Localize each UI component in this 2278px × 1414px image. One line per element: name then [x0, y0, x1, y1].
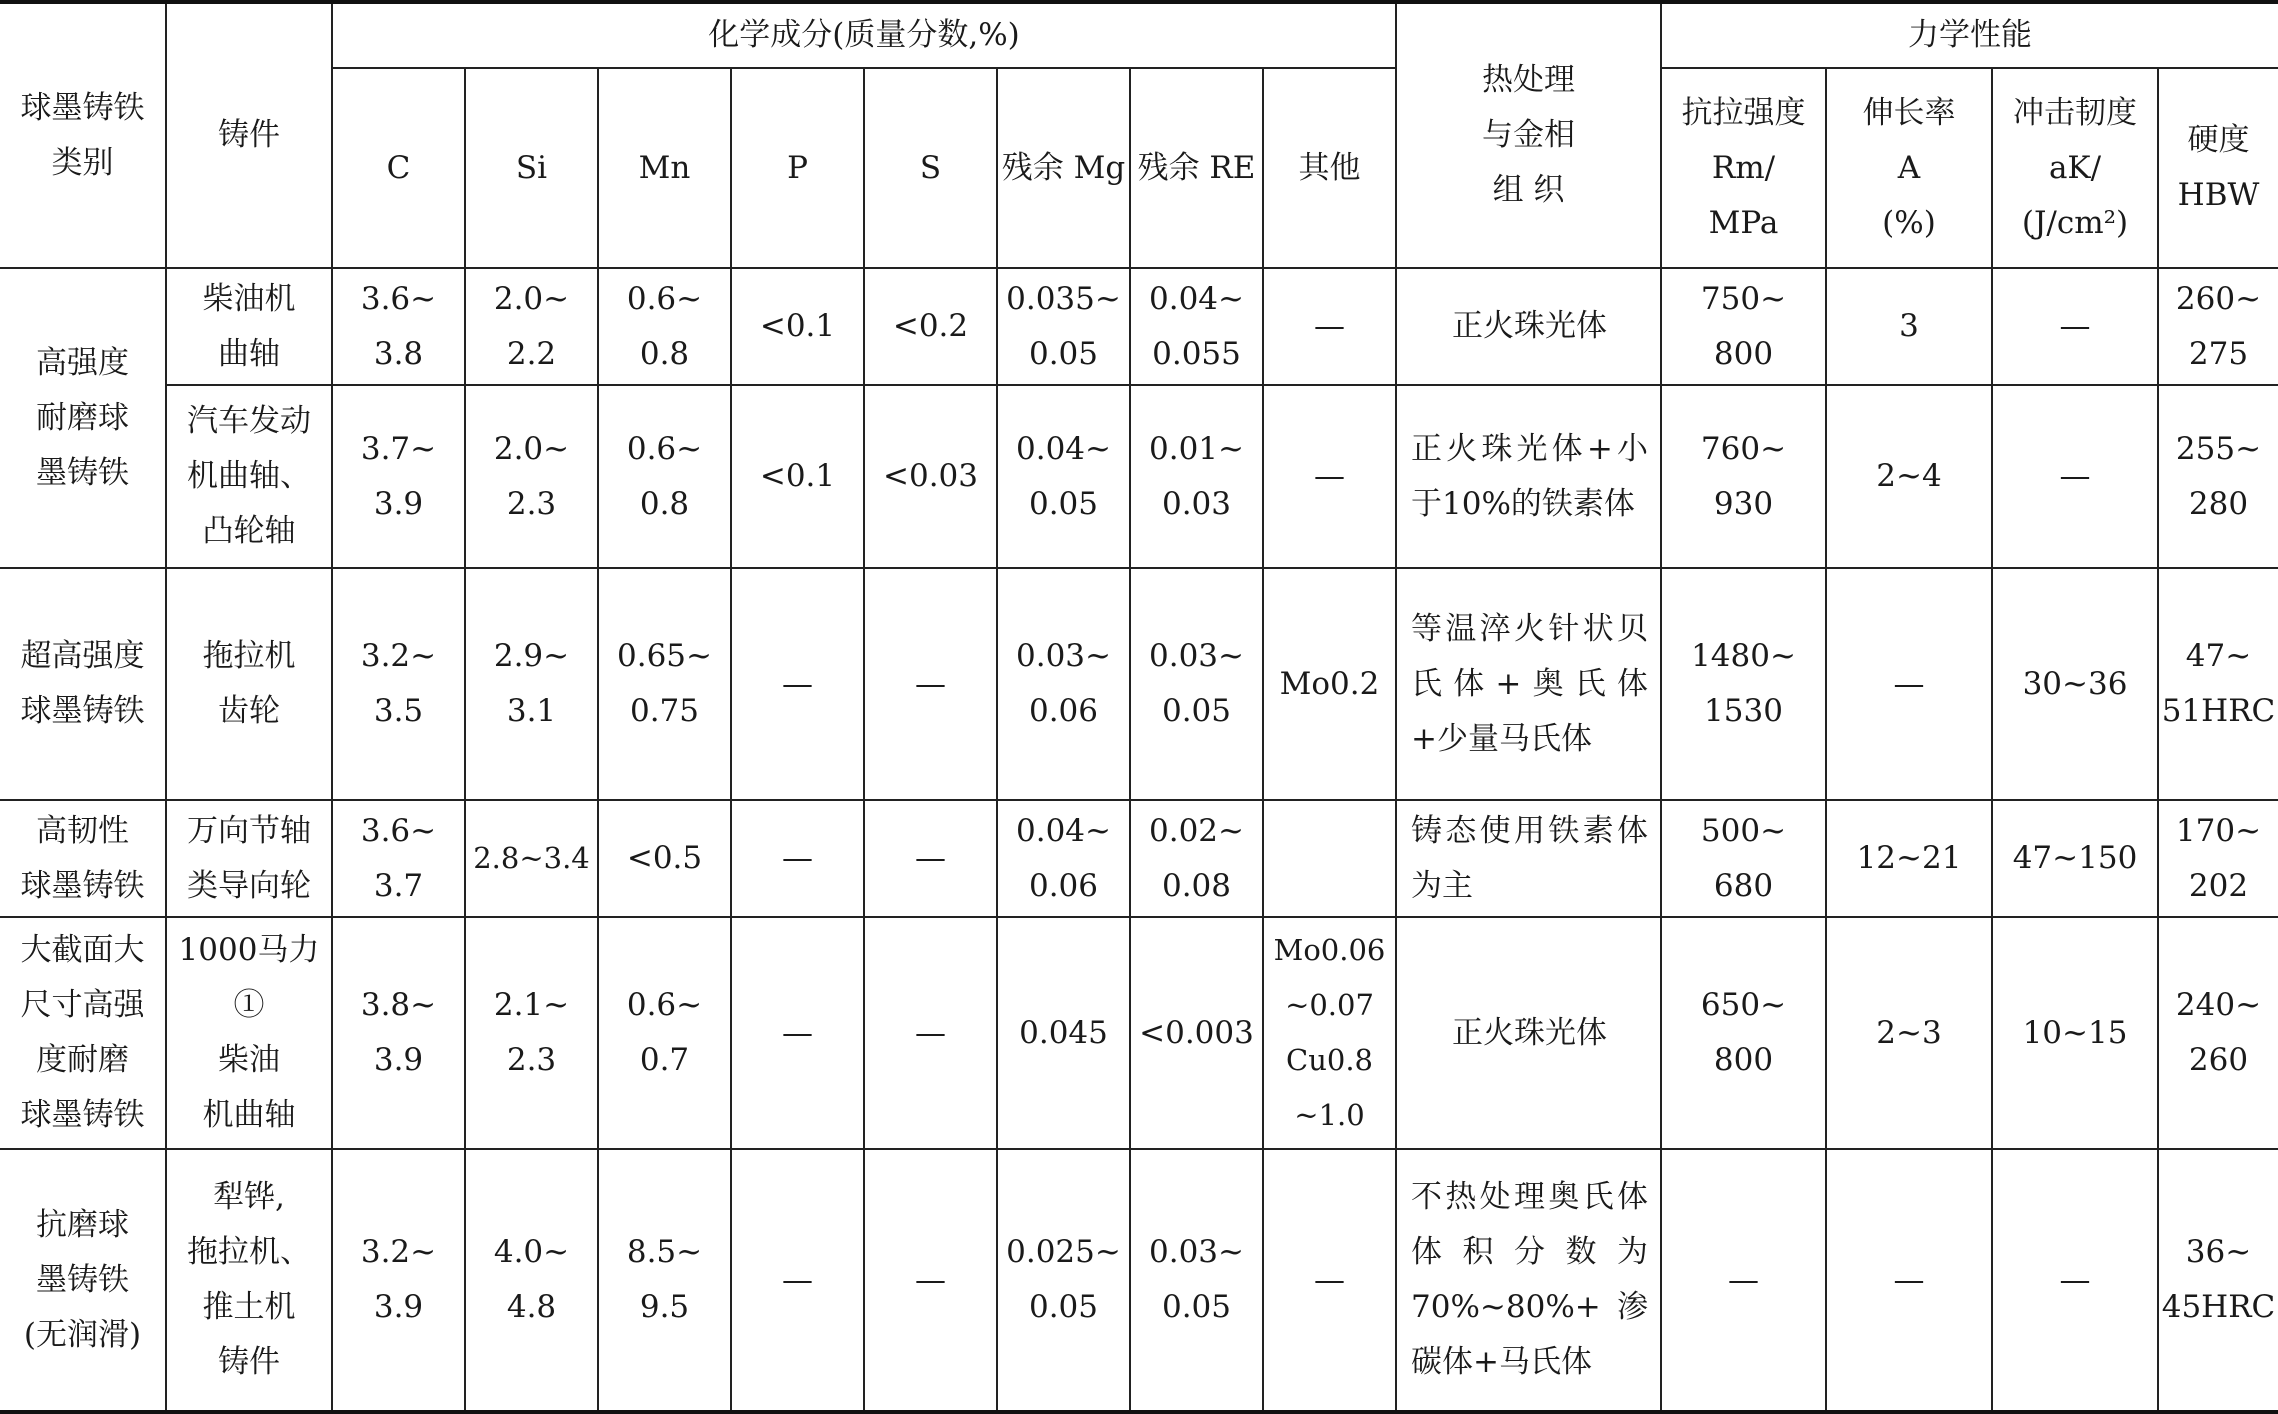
header-category: 球墨铸铁 类别 [0, 2, 166, 268]
impact-cell: — [1992, 1149, 2158, 1412]
si-cell: 4.0~ 4.8 [465, 1149, 598, 1412]
other-cell: — [1263, 268, 1396, 385]
c-cell: 3.2~ 3.5 [332, 568, 465, 800]
re-cell: 0.03~ 0.05 [1130, 568, 1263, 800]
table-row [0, 268, 2278, 385]
s-cell: — [864, 568, 997, 800]
header-other: 其他 [1263, 68, 1396, 268]
c-cell: 3.6~ 3.7 [332, 800, 465, 917]
heat-cell: 正火珠光体 [1396, 917, 1661, 1149]
hardness-cell: 36~ 45HRC [2158, 1149, 2278, 1412]
c-cell: 3.8~ 3.9 [332, 917, 465, 1149]
elongation-cell: 3 [1826, 268, 1992, 385]
mn-cell: 0.6~ 0.8 [598, 385, 731, 568]
heat-cell: 不热处理奥氏体体积分数为70%~80%+渗碳体+马氏体 [1396, 1149, 1661, 1412]
elongation-cell: 2~4 [1826, 385, 1992, 568]
category-cell: 抗磨球 墨铸铁 (无润滑) [0, 1149, 166, 1412]
c-cell: 3.2~ 3.9 [332, 1149, 465, 1412]
s-cell: — [864, 917, 997, 1149]
tensile-cell: 650~ 800 [1661, 917, 1826, 1149]
mg-cell: 0.04~ 0.06 [997, 800, 1130, 917]
p-cell: — [731, 568, 864, 800]
header-tensile: 抗拉强度 Rm/ MPa [1661, 68, 1826, 268]
mn-cell: 0.65~ 0.75 [598, 568, 731, 800]
other-cell: Mo0.2 [1263, 568, 1396, 800]
elongation-cell: 2~3 [1826, 917, 1992, 1149]
c-cell: 3.7~ 3.9 [332, 385, 465, 568]
other-cell [1263, 800, 1396, 917]
mn-cell: 0.6~ 0.7 [598, 917, 731, 1149]
header-mg: 残余 Mg [997, 68, 1130, 268]
elongation-cell: 12~21 [1826, 800, 1992, 917]
re-cell: 0.01~ 0.03 [1130, 385, 1263, 568]
header-hardness: 硬度 HBW [2158, 68, 2278, 268]
header-mn: Mn [598, 68, 731, 268]
other-cell: — [1263, 1149, 1396, 1412]
re-cell: 0.03~ 0.05 [1130, 1149, 1263, 1412]
casting-cell: 犁铧, 拖拉机、 推土机 铸件 [166, 1149, 332, 1412]
hardness-cell: 260~ 275 [2158, 268, 2278, 385]
category-cell: 高韧性 球墨铸铁 [0, 800, 166, 917]
p-cell: <0.1 [731, 385, 864, 568]
casting-cell: 拖拉机 齿轮 [166, 568, 332, 800]
tensile-cell: 750~ 800 [1661, 268, 1826, 385]
casting-cell: 柴油机 曲轴 [166, 268, 332, 385]
header-chemical-composition: 化学成分(质量分数,%) [332, 2, 1396, 68]
category-cell: 超高强度 球墨铸铁 [0, 568, 166, 800]
re-cell: 0.02~ 0.08 [1130, 800, 1263, 917]
impact-cell: 10~15 [1992, 917, 2158, 1149]
other-cell: — [1263, 385, 1396, 568]
table-row [0, 1149, 2278, 1412]
casting-cell: 汽车发动 机曲轴、 凸轮轴 [166, 385, 332, 568]
hardness-cell: 255~ 280 [2158, 385, 2278, 568]
si-cell: 2.0~ 2.2 [465, 268, 598, 385]
mn-cell: <0.5 [598, 800, 731, 917]
mn-cell: 0.6~ 0.8 [598, 268, 731, 385]
mg-cell: 0.025~ 0.05 [997, 1149, 1130, 1412]
hardness-cell: 47~ 51HRC [2158, 568, 2278, 800]
heat-cell: 等温淬火针状贝氏体+奥氏体+少量马氏体 [1396, 568, 1661, 800]
mg-cell: 0.03~ 0.06 [997, 568, 1130, 800]
tensile-cell: 1480~ 1530 [1661, 568, 1826, 800]
mg-cell: 0.035~ 0.05 [997, 268, 1130, 385]
mg-cell: 0.04~ 0.05 [997, 385, 1130, 568]
heat-cell: 正火珠光体+小于10%的铁素体 [1396, 385, 1661, 568]
table-row [0, 385, 2278, 568]
elongation-cell: — [1826, 1149, 1992, 1412]
elongation-cell: — [1826, 568, 1992, 800]
si-cell: 2.8~3.4 [465, 800, 598, 917]
header-heat-treatment: 热处理 与金相 组 织 [1396, 2, 1661, 268]
heat-cell: 正火珠光体 [1396, 268, 1661, 385]
table-row [0, 917, 2278, 1149]
c-cell: 3.6~ 3.8 [332, 268, 465, 385]
impact-cell: 30~36 [1992, 568, 2158, 800]
mn-cell: 8.5~ 9.5 [598, 1149, 731, 1412]
hardness-cell: 240~ 260 [2158, 917, 2278, 1149]
casting-cell: 万向节轴 类导向轮 [166, 800, 332, 917]
impact-cell: — [1992, 385, 2158, 568]
table-row [0, 800, 2278, 917]
header-elongation: 伸长率 A (%) [1826, 68, 1992, 268]
other-cell: Mo0.06 ~0.07 Cu0.8 ~1.0 [1263, 917, 1396, 1149]
tensile-cell: — [1661, 1149, 1826, 1412]
tensile-cell: 760~ 930 [1661, 385, 1826, 568]
si-cell: 2.1~ 2.3 [465, 917, 598, 1149]
header-impact: 冲击韧度 aK/ (J/cm²) [1992, 68, 2158, 268]
re-cell: 0.04~ 0.055 [1130, 268, 1263, 385]
s-cell: — [864, 800, 997, 917]
tensile-cell: 500~ 680 [1661, 800, 1826, 917]
mg-cell: 0.045 [997, 917, 1130, 1149]
s-cell: <0.2 [864, 268, 997, 385]
s-cell: <0.03 [864, 385, 997, 568]
heat-cell: 铸态使用铁素体为主 [1396, 800, 1661, 917]
re-cell: <0.003 [1130, 917, 1263, 1149]
category-cell: 大截面大 尺寸高强 度耐磨 球墨铸铁 [0, 917, 166, 1149]
table-row [0, 568, 2278, 800]
hardness-cell: 170~ 202 [2158, 800, 2278, 917]
si-cell: 2.9~ 3.1 [465, 568, 598, 800]
header-mechanical-properties: 力学性能 [1661, 2, 2278, 68]
impact-cell: 47~150 [1992, 800, 2158, 917]
p-cell: — [731, 917, 864, 1149]
casting-cell: 1000马力① 柴油 机曲轴 [166, 917, 332, 1149]
header-casting: 铸件 [166, 2, 332, 268]
header-s: S [864, 68, 997, 268]
category-cell: 高强度 耐磨球 墨铸铁 [0, 268, 166, 568]
si-cell: 2.0~ 2.3 [465, 385, 598, 568]
header-si: Si [465, 68, 598, 268]
header-c: C [332, 68, 465, 268]
header-p: P [731, 68, 864, 268]
impact-cell: — [1992, 268, 2158, 385]
s-cell: — [864, 1149, 997, 1412]
p-cell: <0.1 [731, 268, 864, 385]
p-cell: — [731, 1149, 864, 1412]
p-cell: — [731, 800, 864, 917]
header-re: 残余 RE [1130, 68, 1263, 268]
